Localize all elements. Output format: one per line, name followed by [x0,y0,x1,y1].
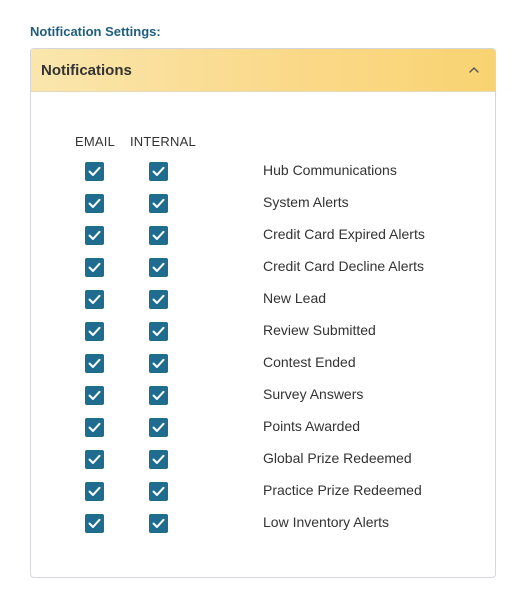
notification-row [31,321,495,353]
checkmark-icon [88,198,101,209]
email-checkbox[interactable] [85,194,104,213]
checkmark-icon [152,230,165,241]
notification-row [31,225,495,257]
notification-label: Practice Prize Redeemed [263,482,422,498]
internal-checkbox[interactable] [149,194,168,213]
checkmark-icon [152,166,165,177]
notification-list [31,161,495,545]
section-title: Notification Settings: [30,24,161,39]
email-checkbox[interactable] [85,450,104,469]
chevron-up-icon[interactable] [465,61,483,79]
notification-row [31,161,495,193]
checkmark-icon [152,486,165,497]
notification-label: Credit Card Decline Alerts [263,258,425,274]
notification-label: Review Submitted [263,322,376,338]
notification-row [31,289,495,321]
internal-checkbox[interactable] [149,418,168,437]
checkmark-icon [88,390,101,401]
notifications-panel [30,48,496,578]
notification-row [31,481,495,513]
notification-label: Global Prize Redeemed [263,450,412,466]
checkmark-icon [152,422,165,433]
internal-checkbox[interactable] [149,290,168,309]
notification-label: Survey Answers [263,386,364,402]
email-checkbox[interactable] [85,290,104,309]
notification-row [31,193,495,225]
notification-label: System Alerts [263,194,349,210]
checkmark-icon [152,262,165,273]
internal-checkbox[interactable] [149,514,168,533]
column-header-internal: INTERNAL [130,134,196,149]
internal-checkbox[interactable] [149,354,168,373]
checkmark-icon [88,230,101,241]
internal-checkbox[interactable] [149,226,168,245]
email-checkbox[interactable] [85,386,104,405]
internal-checkbox[interactable] [149,386,168,405]
checkmark-icon [88,358,101,369]
checkmark-icon [152,294,165,305]
notification-row [31,417,495,449]
email-checkbox[interactable] [85,354,104,373]
email-checkbox[interactable] [85,226,104,245]
internal-checkbox[interactable] [149,258,168,277]
email-checkbox[interactable] [85,258,104,277]
email-checkbox[interactable] [85,514,104,533]
notification-label: New Lead [263,290,327,306]
email-checkbox[interactable] [85,322,104,341]
email-checkbox[interactable] [85,418,104,437]
notification-label: Low Inventory Alerts [263,514,390,530]
checkmark-icon [88,262,101,273]
checkmark-icon [88,326,101,337]
checkmark-icon [152,198,165,209]
internal-checkbox[interactable] [149,322,168,341]
notification-row [31,513,495,545]
notification-row [31,385,495,417]
checkmark-icon [152,454,165,465]
checkmark-icon [88,294,101,305]
notification-row [31,449,495,481]
checkmark-icon [88,422,101,433]
checkmark-icon [88,454,101,465]
notification-label: Contest Ended [263,354,356,370]
checkmark-icon [88,166,101,177]
notification-row [31,257,495,289]
column-headers [31,134,495,150]
internal-checkbox[interactable] [149,162,168,181]
email-checkbox[interactable] [85,162,104,181]
checkmark-icon [152,390,165,401]
email-checkbox[interactable] [85,482,104,501]
notification-label: Hub Communications [263,162,397,178]
internal-checkbox[interactable] [149,450,168,469]
checkmark-icon [152,518,165,529]
checkmark-icon [152,326,165,337]
column-header-email: EMAIL [75,134,116,149]
notifications-panel-header[interactable] [31,49,495,92]
panel-title: Notifications [41,61,132,79]
notification-row [31,353,495,385]
checkmark-icon [88,486,101,497]
checkmark-icon [88,518,101,529]
checkmark-icon [152,358,165,369]
notification-label: Points Awarded [263,418,361,434]
internal-checkbox[interactable] [149,482,168,501]
notification-label: Credit Card Expired Alerts [263,226,425,242]
